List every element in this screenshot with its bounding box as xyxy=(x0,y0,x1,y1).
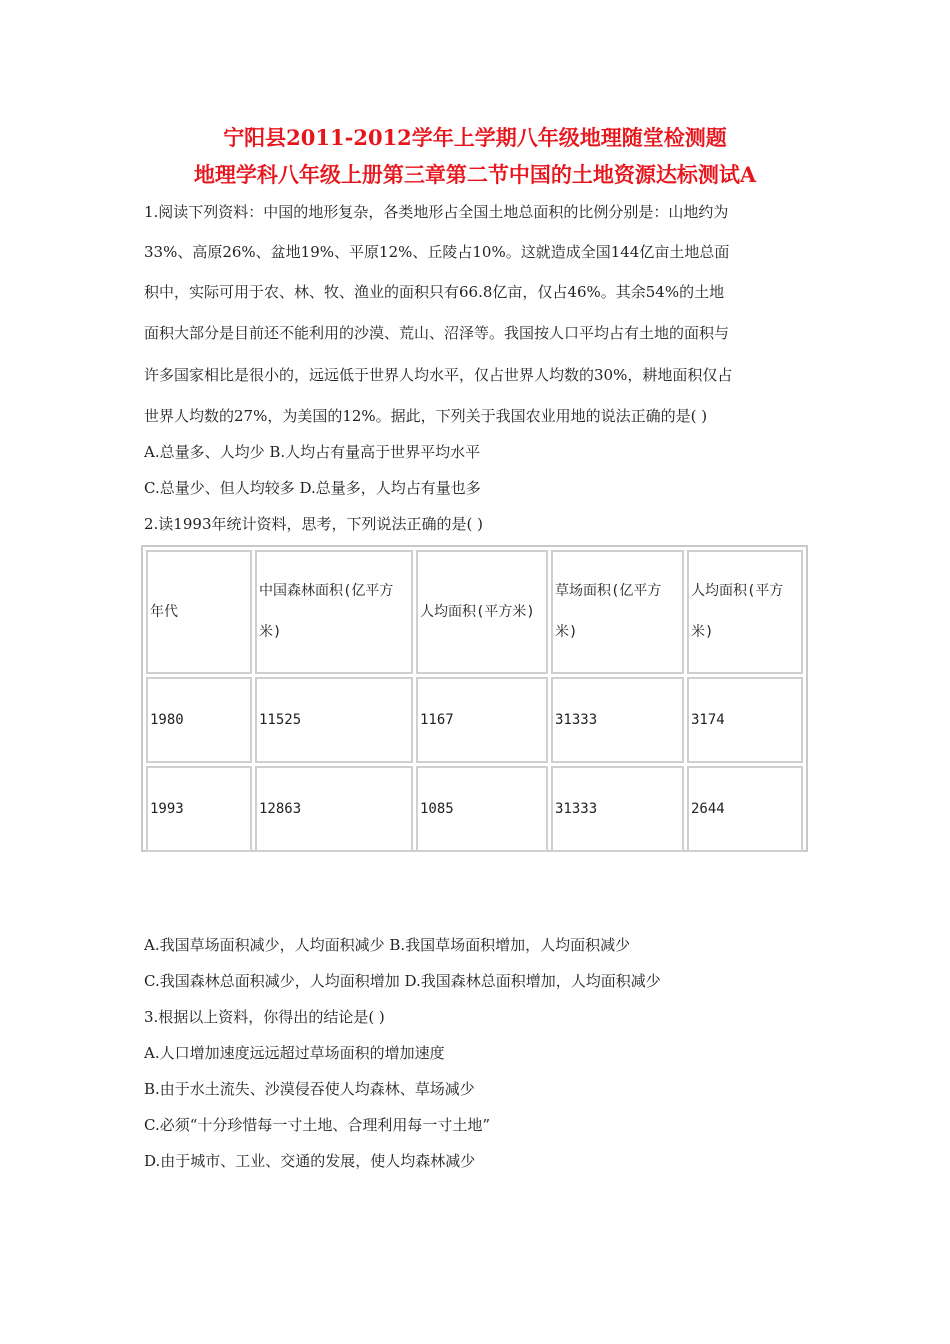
table-cell: 2644 xyxy=(687,766,803,852)
q2-option-line: A.我国草场面积减少，人均面积减少 B.我国草场面积增加，人均面积减少 xyxy=(144,936,631,954)
table-cell: 1980 xyxy=(146,677,252,763)
q3-option-line: D.由于城市、工业、交通的发展，使人均森林减少 xyxy=(144,1152,476,1170)
table-cell: 31333 xyxy=(551,766,684,852)
q1-option-line: C.总量少、但人均较多 D.总量多，人均占有量也多 xyxy=(144,479,481,497)
table-header-cell: 人均面积(平方米) xyxy=(687,550,803,674)
q2-stem: 2.读1993年统计资料，思考，下列说法正确的是( ) xyxy=(144,515,483,533)
q1-text-line: 积中，实际可用于农、林、牧、渔业的面积只有66.8亿亩，仅占46%。其余54%的土地 xyxy=(144,283,725,301)
table-cell: 11525 xyxy=(255,677,413,763)
q1-text-line: 1.阅读下列资料：中国的地形复杂，各类地形占全国土地总面积的比例分别是：山地约为 xyxy=(144,203,729,221)
q1-text-line: 世界人均数的27%，为美国的12%。据此，下列关于我国农业用地的说法正确的是( ) xyxy=(144,407,708,425)
statistics-table xyxy=(141,545,808,852)
q1-option-line: A.总量多、人均少 B.人均占有量高于世界平均水平 xyxy=(144,443,481,461)
table-cell: 31333 xyxy=(551,677,684,763)
q1-text-line: 33%、高原26%、盆地19%、平原12%、丘陵占10%。这就造成全国144亿亩土地总面 xyxy=(144,243,730,261)
table-header-cell: 草场面积(亿平方米) xyxy=(551,550,684,674)
table-cell: 1993 xyxy=(146,766,252,852)
table-header-cell: 中国森林面积(亿平方米) xyxy=(255,550,413,674)
table-cell: 3174 xyxy=(687,677,803,763)
table-row xyxy=(146,677,803,763)
table-cell: 12863 xyxy=(255,766,413,852)
document-title: 宁阳县2011-2012学年上学期八年级地理随堂检测题 xyxy=(223,125,727,150)
table-cell: 1167 xyxy=(416,677,548,763)
document-subtitle: 地理学科八年级上册第三章第二节中国的土地资源达标测试A xyxy=(193,162,757,187)
q3-option-line: A.人口增加速度远远超过草场面积的增加速度 xyxy=(144,1044,445,1062)
q1-text-line: 许多国家相比是很小的，远远低于世界人均水平，仅占世界人均数的30%，耕地面积仅占 xyxy=(144,366,733,384)
table-cell: 1085 xyxy=(416,766,548,852)
q3-option-line: B.由于水土流失、沙漠侵吞使人均森林、草场减少 xyxy=(144,1080,475,1098)
q3-option-line: C.必须“十分珍惜每一寸土地、合理利用每一寸土地” xyxy=(144,1116,491,1134)
table-header-row xyxy=(146,550,803,674)
table-header-cell: 年代 xyxy=(146,550,252,674)
table-row xyxy=(146,766,803,852)
q1-text-line: 面积大部分是目前还不能利用的沙漠、荒山、沼泽等。我国按人口平均占有土地的面积与 xyxy=(144,324,730,342)
q3-stem: 3.根据以上资料，你得出的结论是( ) xyxy=(144,1008,385,1026)
q2-option-line: C.我国森林总面积减少，人均面积增加 D.我国森林总面积增加，人均面积减少 xyxy=(144,972,661,990)
table-header-cell: 人均面积(平方米) xyxy=(416,550,548,674)
